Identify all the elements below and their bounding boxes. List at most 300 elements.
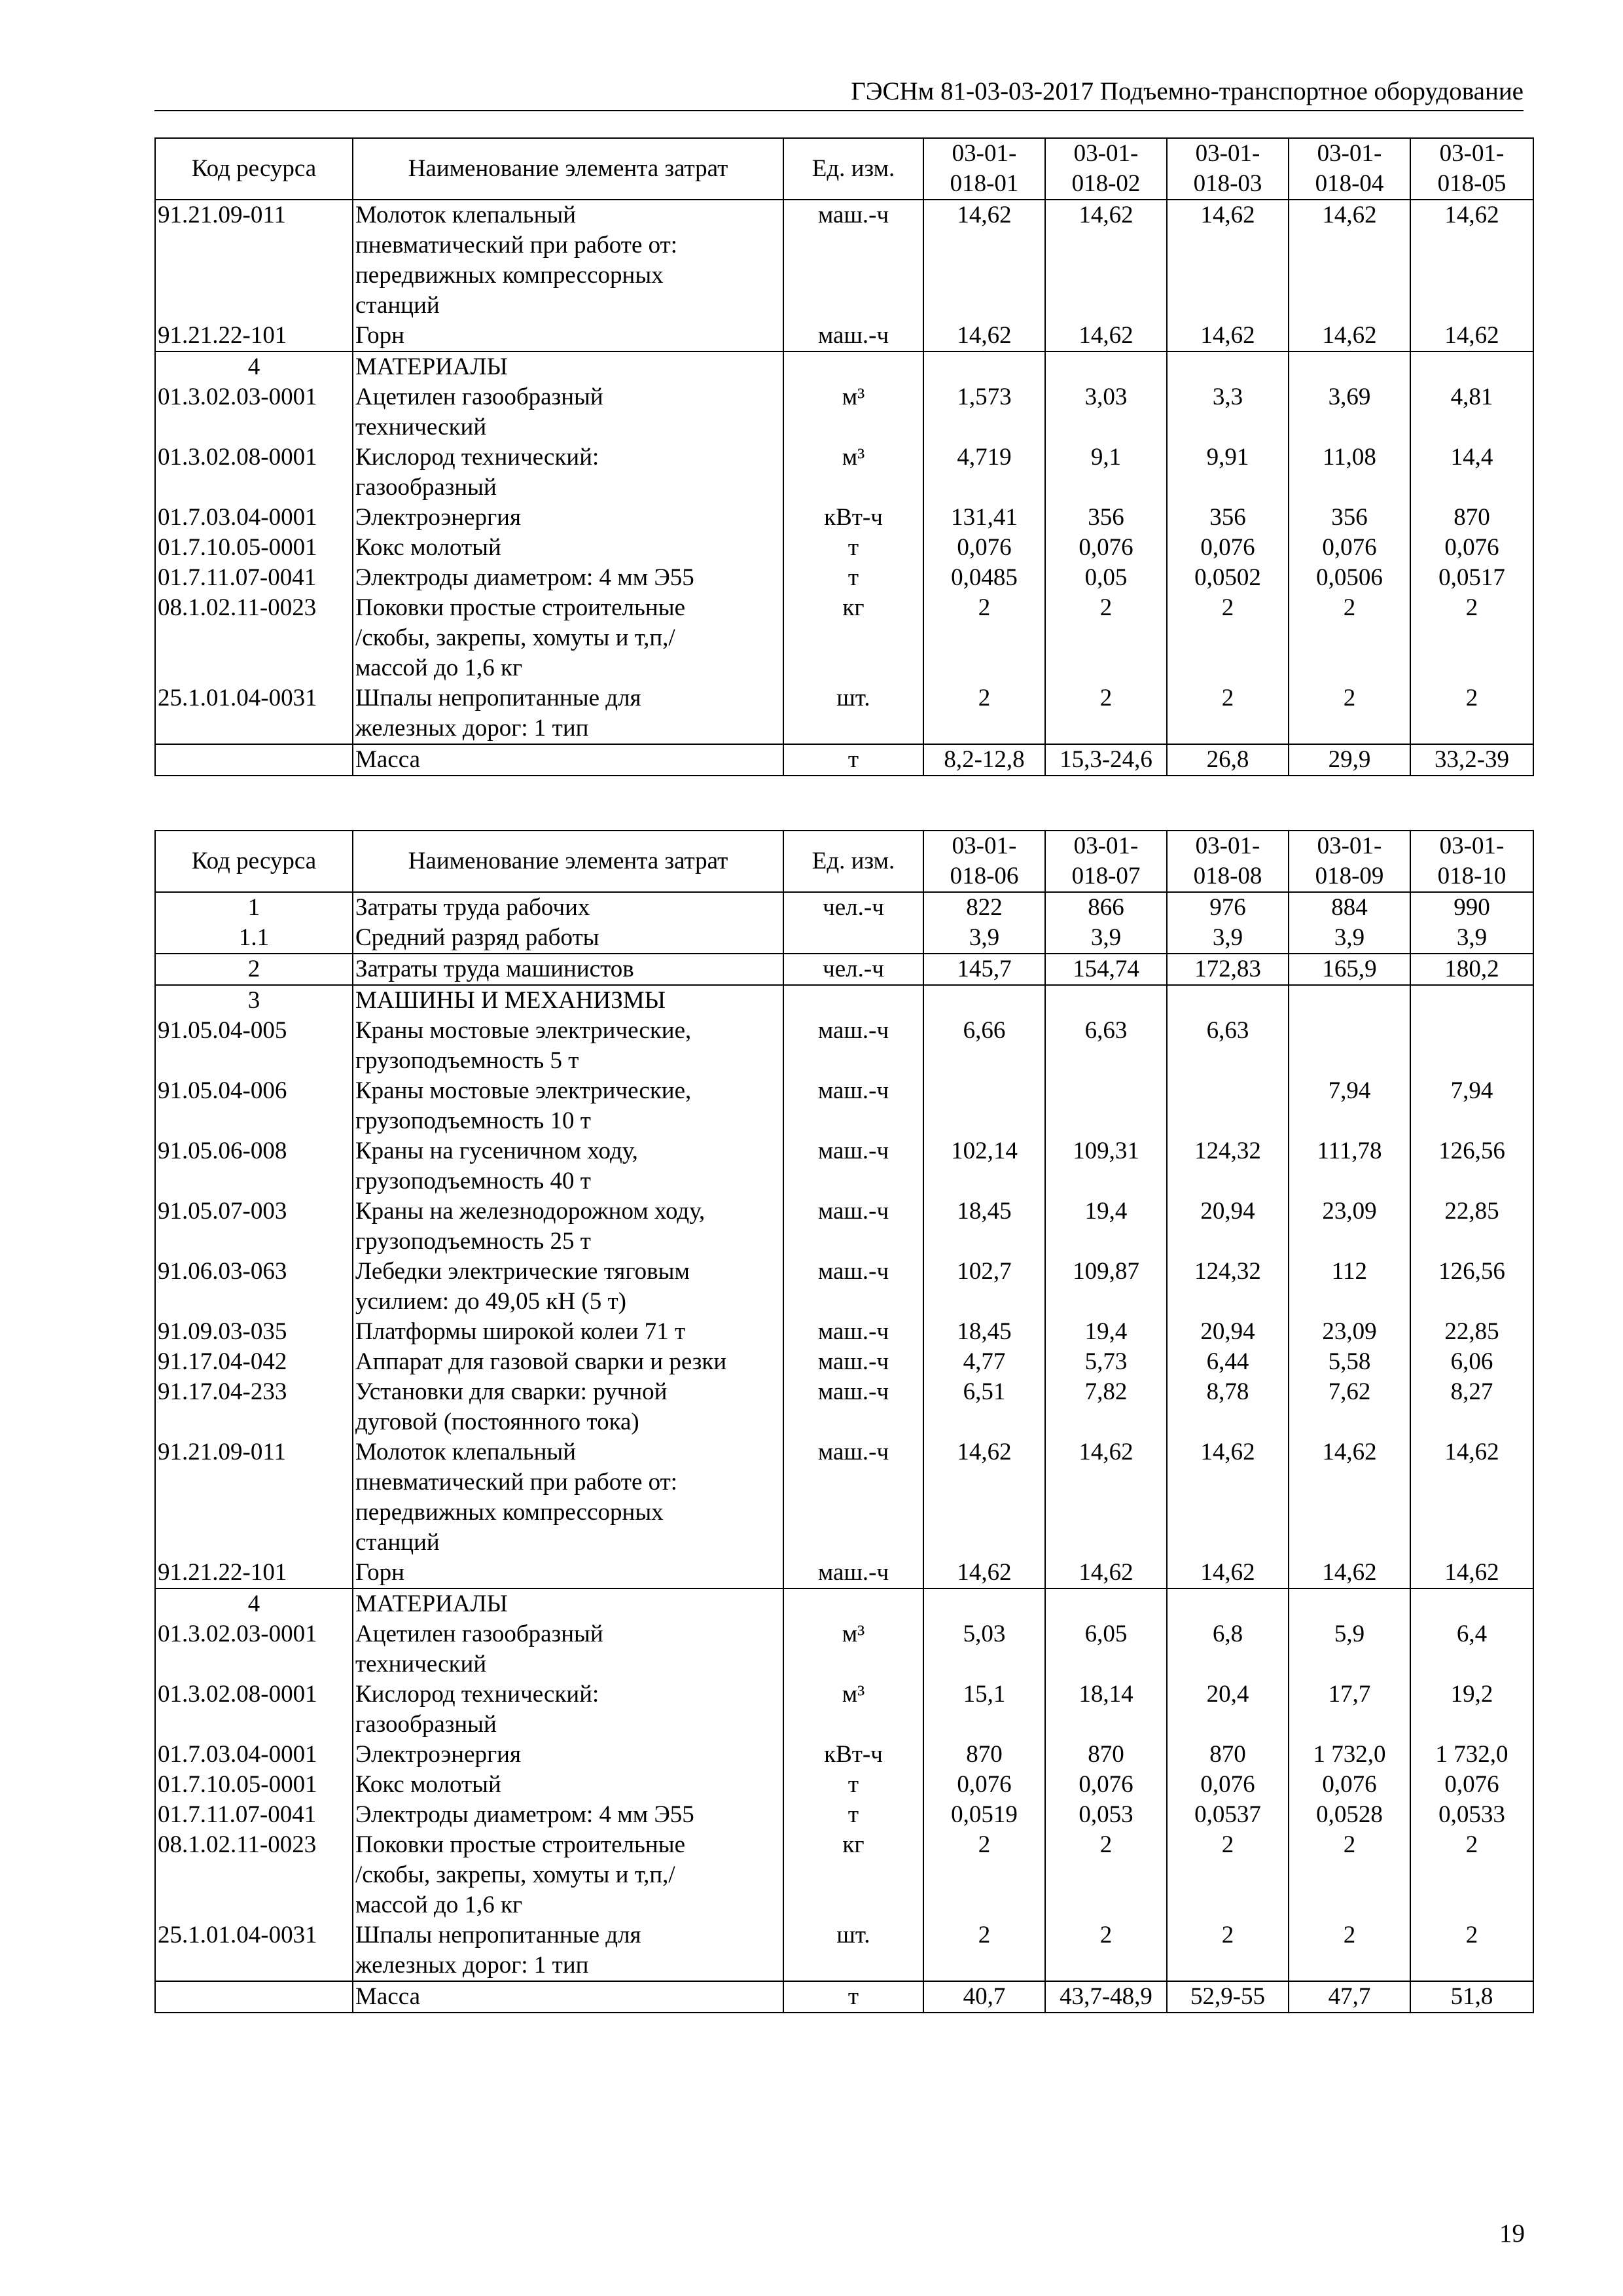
resource-table-1: [154, 137, 1534, 776]
cell-value: 0,05: [1045, 563, 1167, 593]
cell-name: Электроэнергия: [353, 503, 783, 533]
cell-unit: т: [783, 744, 923, 776]
cell-name: Установки для сварки: ручной дуговой (постоянного тока): [353, 1377, 783, 1437]
cell-value: 0,0517: [1410, 563, 1533, 593]
cell-value: 6,06: [1410, 1347, 1533, 1377]
cell-value: 3,9: [1045, 923, 1167, 954]
cell-value: 0,0519: [923, 1800, 1045, 1830]
cell-name: Краны на железнодорожном ходу, грузоподъемность 25 т: [353, 1196, 783, 1257]
header-name: Наименование элемента затрат: [353, 831, 783, 892]
cell-value: 2: [1410, 1920, 1533, 1981]
cell-unit: т: [783, 1800, 923, 1830]
cell-unit: т: [783, 1981, 923, 2013]
cell-value: 3,9: [923, 923, 1045, 954]
cell-value: 870: [1410, 503, 1533, 533]
cell-value: 0,076: [923, 1770, 1045, 1800]
cell-value: 0,076: [1045, 1770, 1167, 1800]
cell-value: [1289, 1016, 1410, 1076]
table-row: [155, 563, 1533, 593]
cell-value: 18,45: [923, 1196, 1045, 1257]
cell-value: 976: [1167, 892, 1289, 923]
cell-value: 0,076: [1410, 1770, 1533, 1800]
cell-code: 01.7.10.05-0001: [155, 1770, 353, 1800]
header-unit: Ед. изм.: [783, 831, 923, 892]
cell-value: 172,83: [1167, 954, 1289, 985]
cell-value: 14,62: [1289, 1558, 1410, 1588]
cell-value: 990: [1410, 892, 1533, 923]
cell-value: 17,7: [1289, 1679, 1410, 1740]
cell-value: [1167, 1076, 1289, 1136]
running-header: ГЭСНм 81-03-03-2017 Подъемно-транспортное оборудование: [154, 73, 1524, 111]
cell-name: Краны мостовые электрические, грузоподъемность 10 т: [353, 1076, 783, 1136]
cell-value: 33,2-39: [1410, 744, 1533, 776]
cell-name: Краны мостовые электрические, грузоподъемность 5 т: [353, 1016, 783, 1076]
header-col: 03-01- 018-02: [1045, 138, 1167, 200]
cell-value: 4,81: [1410, 382, 1533, 442]
cell-value: 18,45: [923, 1317, 1045, 1347]
table-header-row: [155, 831, 1533, 892]
cell-value: 884: [1289, 892, 1410, 923]
cell-value: 124,32: [1167, 1136, 1289, 1196]
cell-value: 3,9: [1167, 923, 1289, 954]
cell-unit: маш.-ч: [783, 321, 923, 351]
cell-unit: т: [783, 1770, 923, 1800]
cell-value: 0,0533: [1410, 1800, 1533, 1830]
cell-name: Шпалы непропитанные для железных дорог: 1 тип: [353, 683, 783, 744]
cell-value: 180,2: [1410, 954, 1533, 985]
cell-value: 356: [1167, 503, 1289, 533]
cell-value: 2: [1167, 683, 1289, 744]
cell-name: Платформы широкой колеи 71 т: [353, 1317, 783, 1347]
cell-name: Кислород технический: газообразный: [353, 1679, 783, 1740]
cell-unit: кВт-ч: [783, 1740, 923, 1770]
cell-value: 2: [1410, 593, 1533, 683]
cell-name: Краны на гусеничном ходу, грузоподъемность 40 т: [353, 1136, 783, 1196]
cell-name: Горн: [353, 1558, 783, 1588]
mass-row: [155, 1981, 1533, 2013]
cell-unit: маш.-ч: [783, 1558, 923, 1588]
cell-value: 131,41: [923, 503, 1045, 533]
cell-unit: м³: [783, 382, 923, 442]
cell-value: 5,58: [1289, 1347, 1410, 1377]
cell-code: 08.1.02.11-0023: [155, 1830, 353, 1920]
cell-code: 91.06.03-063: [155, 1257, 353, 1317]
page-number: 19: [1499, 2219, 1525, 2248]
cell-value: 2: [1045, 1920, 1167, 1981]
cell-value: 14,62: [1289, 200, 1410, 321]
cell-value: 15,1: [923, 1679, 1045, 1740]
cell-unit: маш.-ч: [783, 1437, 923, 1558]
section-row: [155, 351, 1533, 382]
cell-value: 14,62: [1045, 200, 1167, 321]
mass-row: [155, 744, 1533, 776]
cell-code: 91.05.04-006: [155, 1076, 353, 1136]
table-row: [155, 442, 1533, 503]
cell-name: Средний разряд работы: [353, 923, 783, 954]
cell-value: 3,9: [1410, 923, 1533, 954]
cell-unit: т: [783, 533, 923, 563]
table-row: [155, 200, 1533, 321]
cell-value: [1045, 985, 1167, 1016]
cell-code: 01.7.03.04-0001: [155, 1740, 353, 1770]
cell-code: 25.1.01.04-0031: [155, 683, 353, 744]
cell-value: 109,87: [1045, 1257, 1167, 1317]
table-row: [155, 1347, 1533, 1377]
section-title: МАШИНЫ И МЕХАНИЗМЫ: [353, 985, 783, 1016]
cell-code: [155, 1981, 353, 2013]
cell-name: Аппарат для газовой сварки и резки: [353, 1347, 783, 1377]
cell-value: [923, 351, 1045, 382]
cell-value: 4,77: [923, 1347, 1045, 1377]
cell-value: 19,2: [1410, 1679, 1533, 1740]
cell-name: Электроды диаметром: 4 мм Э55: [353, 563, 783, 593]
cell-code: 91.21.09-011: [155, 1437, 353, 1558]
header-col: 03-01- 018-10: [1410, 831, 1533, 892]
cell-value: 14,62: [1167, 321, 1289, 351]
cell-value: 165,9: [1289, 954, 1410, 985]
cell-value: 3,9: [1289, 923, 1410, 954]
cell-value: 18,14: [1045, 1679, 1167, 1740]
cell-unit: [783, 923, 923, 954]
table-row: [155, 1437, 1533, 1558]
cell-value: 0,076: [1289, 1770, 1410, 1800]
cell-value: 14,62: [923, 200, 1045, 321]
cell-value: 23,09: [1289, 1196, 1410, 1257]
section-title: МАТЕРИАЛЫ: [353, 351, 783, 382]
cell-value: 22,85: [1410, 1196, 1533, 1257]
table-row: [155, 1830, 1533, 1920]
header-unit: Ед. изм.: [783, 138, 923, 200]
cell-name: Лебедки электрические тяговым усилием: до 49,05 кН (5 т): [353, 1257, 783, 1317]
cell-unit: маш.-ч: [783, 1377, 923, 1437]
cell-value: 2: [923, 1920, 1045, 1981]
cell-value: 2: [1167, 593, 1289, 683]
cell-value: 870: [1167, 1740, 1289, 1770]
cell-value: 356: [1289, 503, 1410, 533]
table-row: [155, 1619, 1533, 1679]
cell-value: 2: [1045, 1830, 1167, 1920]
cell-value: 870: [1045, 1740, 1167, 1770]
cell-value: 14,62: [1167, 200, 1289, 321]
cell-value: 2: [1289, 1920, 1410, 1981]
cell-value: 15,3-24,6: [1045, 744, 1167, 776]
cell-value: 26,8: [1167, 744, 1289, 776]
cell-code: 01.3.02.03-0001: [155, 1619, 353, 1679]
cell-value: 0,0502: [1167, 563, 1289, 593]
cell-value: 52,9-55: [1167, 1981, 1289, 2013]
header-col: 03-01- 018-05: [1410, 138, 1533, 200]
cell-code: [155, 744, 353, 776]
cell-value: 4,719: [923, 442, 1045, 503]
section-code: 4: [155, 351, 353, 382]
cell-value: 3,3: [1167, 382, 1289, 442]
cell-code: 91.05.07-003: [155, 1196, 353, 1257]
table-row: [155, 593, 1533, 683]
cell-value: 8,27: [1410, 1377, 1533, 1437]
cell-name: Поковки простые строительные /скобы, закрепы, хомуты и т,п,/ массой до 1,6 кг: [353, 593, 783, 683]
table-row: [155, 1257, 1533, 1317]
cell-value: 14,62: [923, 1558, 1045, 1588]
cell-unit: маш.-ч: [783, 1347, 923, 1377]
cell-value: 0,0485: [923, 563, 1045, 593]
cell-value: 8,78: [1167, 1377, 1289, 1437]
cell-value: 2: [1045, 683, 1167, 744]
cell-value: 822: [923, 892, 1045, 923]
cell-value: 2: [923, 1830, 1045, 1920]
cell-value: 7,94: [1289, 1076, 1410, 1136]
header-name: Наименование элемента затрат: [353, 138, 783, 200]
table-row: [155, 892, 1533, 923]
table-row: [155, 1317, 1533, 1347]
cell-name: Горн: [353, 321, 783, 351]
cell-value: 6,4: [1410, 1619, 1533, 1679]
header-col: 03-01- 018-09: [1289, 831, 1410, 892]
cell-value: [1289, 985, 1410, 1016]
cell-code: 01.3.02.03-0001: [155, 382, 353, 442]
cell-code: 91.05.06-008: [155, 1136, 353, 1196]
cell-code: 1: [155, 892, 353, 923]
cell-value: 7,82: [1045, 1377, 1167, 1437]
cell-value: [923, 985, 1045, 1016]
cell-value: 0,076: [1289, 533, 1410, 563]
table-row: [155, 1136, 1533, 1196]
cell-value: 126,56: [1410, 1257, 1533, 1317]
cell-value: 0,0528: [1289, 1800, 1410, 1830]
cell-code: 25.1.01.04-0031: [155, 1920, 353, 1981]
cell-value: 0,053: [1045, 1800, 1167, 1830]
cell-unit: м³: [783, 442, 923, 503]
cell-value: 7,94: [1410, 1076, 1533, 1136]
cell-value: 6,44: [1167, 1347, 1289, 1377]
cell-value: 14,62: [1289, 321, 1410, 351]
cell-value: [923, 1588, 1045, 1619]
table-row: [155, 923, 1533, 954]
cell-unit: маш.-ч: [783, 1136, 923, 1196]
table-row: [155, 533, 1533, 563]
cell-value: 20,4: [1167, 1679, 1289, 1740]
cell-name: Кислород технический: газообразный: [353, 442, 783, 503]
cell-value: 14,62: [923, 321, 1045, 351]
header-col: 03-01- 018-07: [1045, 831, 1167, 892]
cell-value: 29,9: [1289, 744, 1410, 776]
cell-value: 14,62: [1045, 1558, 1167, 1588]
cell-value: 0,076: [1045, 533, 1167, 563]
table-row: [155, 683, 1533, 744]
cell-name: Поковки простые строительные /скобы, закрепы, хомуты и т,п,/ массой до 1,6 кг: [353, 1830, 783, 1920]
cell-name: Молоток клепальный пневматический при работе от: передвижных компрессорных станций: [353, 1437, 783, 1558]
cell-value: 2: [1289, 683, 1410, 744]
cell-value: 19,4: [1045, 1317, 1167, 1347]
cell-value: 23,09: [1289, 1317, 1410, 1347]
cell-value: 154,74: [1045, 954, 1167, 985]
cell-value: 9,91: [1167, 442, 1289, 503]
cell-value: 109,31: [1045, 1136, 1167, 1196]
cell-value: [1410, 351, 1533, 382]
cell-value: 14,62: [1410, 1437, 1533, 1558]
cell-code: 01.7.11.07-0041: [155, 563, 353, 593]
cell-value: 1,573: [923, 382, 1045, 442]
cell-name: Электроды диаметром: 4 мм Э55: [353, 1800, 783, 1830]
cell-value: 1 732,0: [1410, 1740, 1533, 1770]
cell-code: 91.09.03-035: [155, 1317, 353, 1347]
cell-unit: кВт-ч: [783, 503, 923, 533]
cell-value: 112: [1289, 1257, 1410, 1317]
cell-value: 20,94: [1167, 1196, 1289, 1257]
header-col: 03-01- 018-08: [1167, 831, 1289, 892]
cell-value: 5,73: [1045, 1347, 1167, 1377]
cell-value: 2: [1289, 1830, 1410, 1920]
cell-code: 91.21.22-101: [155, 1558, 353, 1588]
table-row: [155, 382, 1533, 442]
cell-value: 0,0537: [1167, 1800, 1289, 1830]
cell-value: 2: [1289, 593, 1410, 683]
cell-value: 6,63: [1045, 1016, 1167, 1076]
header-col: 03-01- 018-04: [1289, 138, 1410, 200]
cell-value: [923, 1076, 1045, 1136]
table-row: [155, 1679, 1533, 1740]
cell-unit: м³: [783, 1619, 923, 1679]
cell-unit: кг: [783, 1830, 923, 1920]
cell-value: 102,14: [923, 1136, 1045, 1196]
cell-code: 91.21.22-101: [155, 321, 353, 351]
cell-value: 14,62: [1410, 321, 1533, 351]
cell-value: 8,2-12,8: [923, 744, 1045, 776]
cell-value: 6,63: [1167, 1016, 1289, 1076]
cell-value: [1410, 985, 1533, 1016]
cell-code: 91.21.09-011: [155, 200, 353, 321]
cell-name: Ацетилен газообразный технический: [353, 382, 783, 442]
cell-value: 111,78: [1289, 1136, 1410, 1196]
cell-value: 14,62: [1410, 200, 1533, 321]
cell-value: 14,62: [1410, 1558, 1533, 1588]
cell-unit: маш.-ч: [783, 1317, 923, 1347]
cell-code: 2: [155, 954, 353, 985]
cell-unit: кг: [783, 593, 923, 683]
cell-value: [1167, 351, 1289, 382]
section-row: [155, 1588, 1533, 1619]
cell-code: 01.7.11.07-0041: [155, 1800, 353, 1830]
cell-value: 5,03: [923, 1619, 1045, 1679]
cell-value: [1289, 1588, 1410, 1619]
cell-value: 14,4: [1410, 442, 1533, 503]
cell-value: 0,076: [1167, 533, 1289, 563]
section-code: 3: [155, 985, 353, 1016]
cell-unit: т: [783, 563, 923, 593]
cell-value: [1410, 1588, 1533, 1619]
cell-value: 5,9: [1289, 1619, 1410, 1679]
cell-value: 6,51: [923, 1377, 1045, 1437]
cell-name: Затраты труда машинистов: [353, 954, 783, 985]
cell-value: [1410, 1016, 1533, 1076]
table-row: [155, 1377, 1533, 1437]
cell-code: 01.3.02.08-0001: [155, 442, 353, 503]
resource-table-2: [154, 830, 1534, 2013]
cell-value: 6,66: [923, 1016, 1045, 1076]
cell-code: 01.7.10.05-0001: [155, 533, 353, 563]
header-col: 03-01- 018-06: [923, 831, 1045, 892]
cell-value: 3,03: [1045, 382, 1167, 442]
cell-value: 51,8: [1410, 1981, 1533, 2013]
cell-value: 2: [1167, 1830, 1289, 1920]
cell-value: [1167, 1588, 1289, 1619]
cell-code: 91.17.04-233: [155, 1377, 353, 1437]
cell-value: 2: [1045, 593, 1167, 683]
table-row: [155, 1740, 1533, 1770]
cell-value: 0,076: [1167, 1770, 1289, 1800]
cell-name: Кокс молотый: [353, 533, 783, 563]
section-code: 4: [155, 1588, 353, 1619]
cell-value: 866: [1045, 892, 1167, 923]
cell-value: 9,1: [1045, 442, 1167, 503]
cell-value: 124,32: [1167, 1257, 1289, 1317]
cell-code: 1.1: [155, 923, 353, 954]
cell-value: 47,7: [1289, 1981, 1410, 2013]
cell-value: 40,7: [923, 1981, 1045, 2013]
cell-value: 2: [1410, 1830, 1533, 1920]
cell-value: [1167, 985, 1289, 1016]
cell-value: 145,7: [923, 954, 1045, 985]
cell-value: 3,69: [1289, 382, 1410, 442]
cell-name: Кокс молотый: [353, 1770, 783, 1800]
cell-value: [1045, 1588, 1167, 1619]
table-row: [155, 1016, 1533, 1076]
cell-value: 870: [923, 1740, 1045, 1770]
cell-unit: маш.-ч: [783, 1257, 923, 1317]
section-row: [155, 985, 1533, 1016]
cell-unit: шт.: [783, 683, 923, 744]
cell-value: 6,8: [1167, 1619, 1289, 1679]
header-code: Код ресурса: [155, 831, 353, 892]
cell-value: 14,62: [1045, 1437, 1167, 1558]
section-title: МАТЕРИАЛЫ: [353, 1588, 783, 1619]
cell-value: 2: [923, 593, 1045, 683]
cell-name: Затраты труда рабочих: [353, 892, 783, 923]
table-row: [155, 954, 1533, 985]
cell-unit: чел.-ч: [783, 954, 923, 985]
cell-value: 14,62: [1167, 1558, 1289, 1588]
cell-code: 01.7.03.04-0001: [155, 503, 353, 533]
table-row: [155, 1076, 1533, 1136]
cell-value: 2: [1167, 1920, 1289, 1981]
cell-name: Ацетилен газообразный технический: [353, 1619, 783, 1679]
cell-value: 356: [1045, 503, 1167, 533]
header-code: Код ресурса: [155, 138, 353, 200]
cell-name: Шпалы непропитанные для железных дорог: 1 тип: [353, 1920, 783, 1981]
cell-value: 14,62: [1289, 1437, 1410, 1558]
table-row: [155, 1196, 1533, 1257]
cell-code: 91.17.04-042: [155, 1347, 353, 1377]
cell-name: Электроэнергия: [353, 1740, 783, 1770]
table-row: [155, 1920, 1533, 1981]
cell-value: 20,94: [1167, 1317, 1289, 1347]
table-row: [155, 1770, 1533, 1800]
cell-unit: чел.-ч: [783, 892, 923, 923]
cell-value: 2: [923, 683, 1045, 744]
table-row: [155, 503, 1533, 533]
header-col: 03-01- 018-01: [923, 138, 1045, 200]
header-col: 03-01- 018-03: [1167, 138, 1289, 200]
cell-value: 0,076: [1410, 533, 1533, 563]
cell-value: 14,62: [1167, 1437, 1289, 1558]
cell-value: 2: [1410, 683, 1533, 744]
cell-value: 0,0506: [1289, 563, 1410, 593]
cell-unit: [783, 985, 923, 1016]
cell-name: Молоток клепальный пневматический при работе от: передвижных компрессорных станций: [353, 200, 783, 321]
cell-unit: маш.-ч: [783, 1016, 923, 1076]
cell-value: 6,05: [1045, 1619, 1167, 1679]
cell-code: 08.1.02.11-0023: [155, 593, 353, 683]
cell-unit: шт.: [783, 1920, 923, 1981]
